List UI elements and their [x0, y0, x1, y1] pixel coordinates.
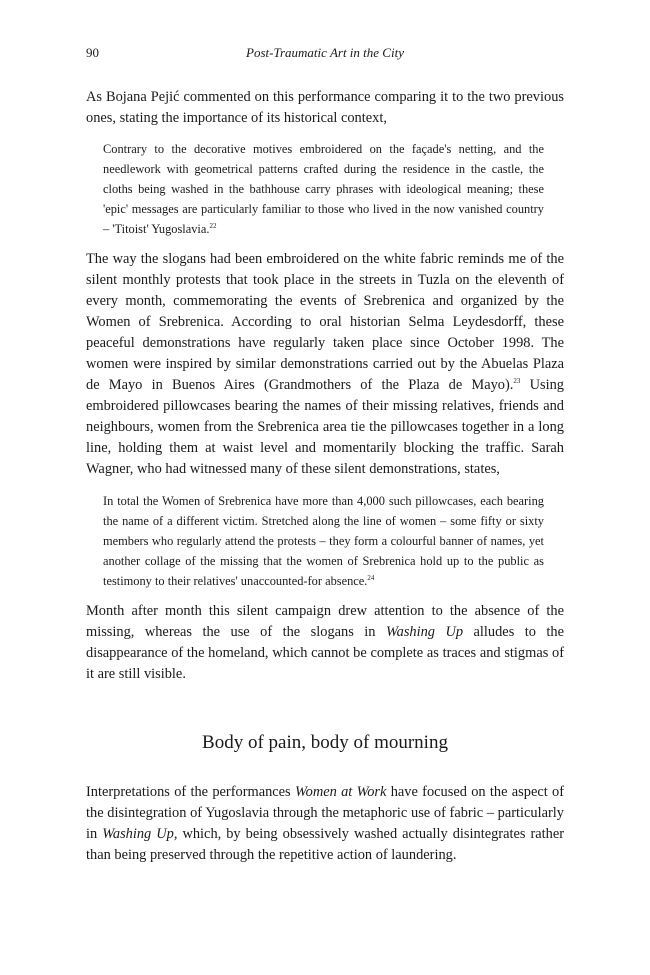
paragraph-slogans-text-b: Using embroidered pillowcases bearing the names of their missing relatives, friends and neighbours, women from the Srebrenica area tie the pillowcases together in a long line, holding them at waist level and momentarily blocking the traffic. Sarah Wagner, who had witnessed many of these silent demonstrations, states,: [86, 377, 564, 477]
block-quote-wagner: [86, 491, 564, 591]
paragraph-campaign-text-a: Month after month this silent campaign drew attention to the absence of the missing, whereas the use of the slogans in: [86, 603, 564, 640]
paragraph-slogans-text-a: The way the slogans had been embroidered on the white fabric reminds me of the silent monthly protests that took place in the streets in Tuzla on the eleventh of every month, commemorating the events of Srebrenica and organized by the Women of Srebrenica. According to oral historian Selma Leydesdorff, these peaceful demonstrations have regularly taken place since October 1998. The women were inspired by similar demonstrations carried out by the Abuelas Plaza de Mayo in Buenos Aires (Grandmothers of the Plaza de Mayo).: [86, 251, 564, 393]
page-header: [86, 45, 564, 65]
page-number: 90: [86, 45, 99, 60]
work-title-women-at-work: Women at Work: [294, 784, 387, 800]
paragraph-campaign: [86, 601, 564, 685]
footnote-ref-22: 22: [209, 221, 217, 230]
paragraph-interpretations-text-c: , which, by being obsessively washed actually disintegrates rather than being preserved through the repetitive action of laundering.: [86, 826, 564, 863]
footnote-ref-24: 24: [367, 573, 375, 582]
work-title-washing-up: Washing Up: [385, 624, 464, 640]
paragraph-interpretations-text-a: Interpretations of the performances: [86, 784, 295, 800]
paragraph-interpretations-text-b: have focused on the aspect of the disintegration of Yugoslavia through the metaphoric use of fabric – particularly in: [86, 784, 564, 842]
block-quote-wagner-text: In total the Women of Srebrenica have more than 4,000 such pillowcases, each bearing the name of a different victim. Stretched along the line of women – some fifty or sixty members who regularly attend the protests – they form a colourful banner of names, yet another collage of the missing that the women of Srebrenica hold up to the public as testimony to their relatives' unaccounted-for absence.: [103, 494, 544, 588]
paragraph-campaign-text-b: alludes to the disappearance of the homeland, which cannot be complete as traces and stigmas of it are still visible.: [86, 624, 564, 682]
section-heading: Body of pain, body of mourning: [202, 732, 448, 753]
footnote-ref-23: 23: [513, 377, 521, 386]
page-body: [86, 87, 564, 866]
running-head: Post-Traumatic Art in the City: [246, 45, 404, 60]
work-title-washing-up-2: Washing Up: [102, 826, 174, 842]
block-quote-pejic-text: Contrary to the decorative motives embroidered on the façade's netting, and the needlework with geometrical patterns crafted during the residence in the castle, the cloths being washed in the bathhouse carry phrases with ideological meaning; these 'epic' messages are particularly familiar to those who lived in the now vanished country – 'Titoist' Yugoslavia.: [103, 142, 544, 236]
paragraph-slogans: [86, 249, 564, 480]
paragraph-intro-text: As Bojana Pejić commented on this performance comparing it to the two previous ones, stating the importance of its historical context,: [86, 89, 564, 126]
paragraph-intro: [86, 87, 564, 129]
paragraph-interpretations: [86, 782, 564, 866]
block-quote-pejic: [86, 139, 564, 239]
